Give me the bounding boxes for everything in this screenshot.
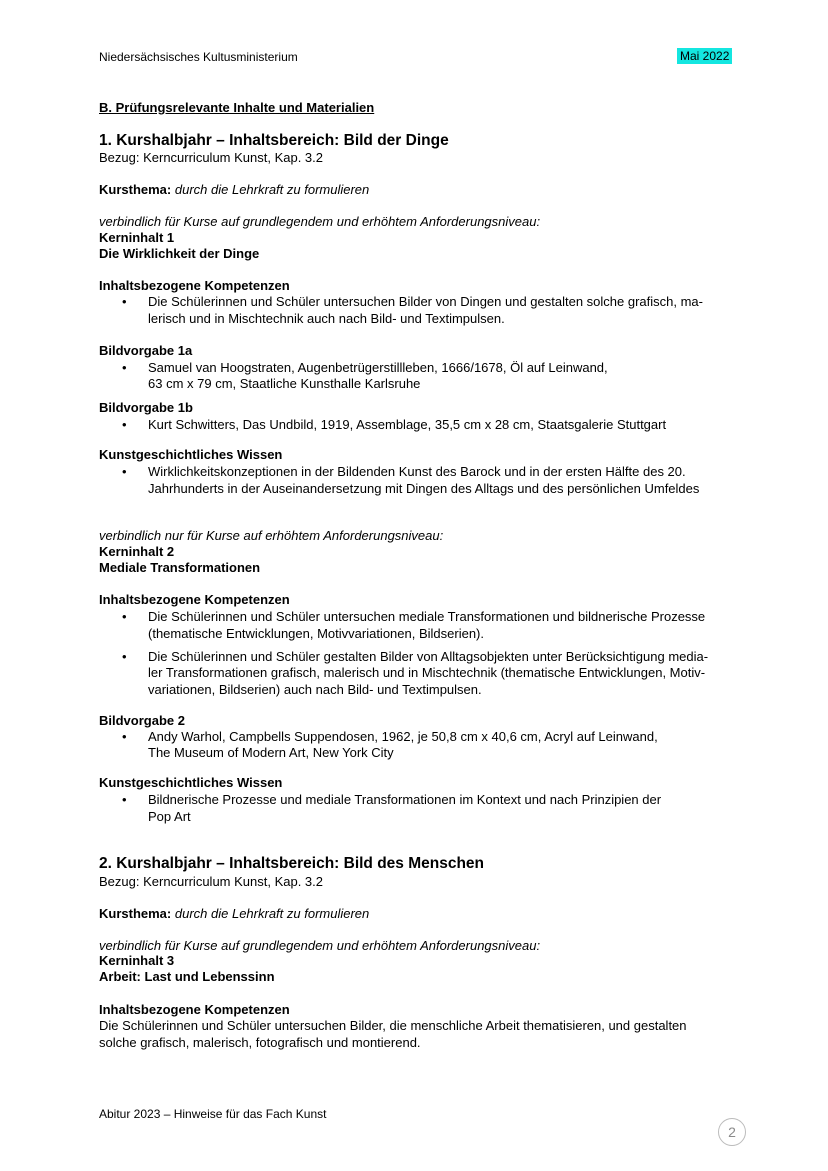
ki3-text-line: Die Schülerinnen und Schüler untersuchen Bilder, die menschliche Arbeit thematisieren, und gestalten xyxy=(99,1018,687,1033)
bullet: • xyxy=(122,792,127,807)
ki1-kompetenzen-heading: Inhaltsbezogene Kompetenzen xyxy=(99,278,290,293)
halbjahr1-bezug: Bezug: Kerncurriculum Kunst, Kap. 3.2 xyxy=(99,150,324,165)
ki1-wissen-line: Jahrhunderts in der Auseinandersetzung mit Dingen des Alltags und des persönlichen Umfeldes xyxy=(148,481,700,496)
kursthema-label: Kursthema: xyxy=(99,182,172,197)
ki3-label: Kerninhalt 3 xyxy=(99,953,175,968)
ki2-kompetenz-line: (thematische Entwicklungen, Motivvariationen, Bildserien). xyxy=(148,626,484,641)
ki2-level: verbindlich nur für Kurse auf erhöhtem Anforderungsniveau: xyxy=(99,528,444,543)
ki1-level: verbindlich für Kurse auf grundlegendem und erhöhtem Anforderungsniveau: xyxy=(99,214,541,229)
halbjahr1-kursthema xyxy=(99,182,369,197)
page-number-badge: 2 xyxy=(718,1118,746,1146)
ki3-text-line: solche grafisch, malerisch, fotografisch und montierend. xyxy=(99,1035,421,1050)
footer-text: Abitur 2023 – Hinweise für das Fach Kunst xyxy=(99,1107,327,1121)
section-title: B. Prüfungsrelevante Inhalte und Materialien xyxy=(99,100,375,115)
ki1-title: Die Wirklichkeit der Dinge xyxy=(99,246,260,261)
bv2-line: Andy Warhol, Campbells Suppendosen, 1962, je 50,8 cm x 40,6 cm, Acryl auf Leinwand, xyxy=(148,729,658,744)
ki2-label: Kerninhalt 2 xyxy=(99,544,175,559)
bullet: • xyxy=(122,294,127,309)
ki2-wissen-heading: Kunstgeschichtliches Wissen xyxy=(99,775,283,790)
halbjahr2-bezug: Bezug: Kerncurriculum Kunst, Kap. 3.2 xyxy=(99,874,324,889)
kursthema-text: durch die Lehrkraft zu formulieren xyxy=(174,906,370,921)
bullet: • xyxy=(122,360,127,375)
ki2-kompetenz-line: Die Schülerinnen und Schüler untersuchen mediale Transformationen und bildnerische Prozesse xyxy=(148,609,706,624)
bv1a-line: Samuel van Hoogstraten, Augenbetrügerstillleben, 1666/1678, Öl auf Leinwand, xyxy=(148,360,608,375)
ki3-kompetenzen-heading: Inhaltsbezogene Kompetenzen xyxy=(99,1002,290,1017)
ki1-wissen-line: Wirklichkeitskonzeptionen in der Bildenden Kunst des Barock und in der ersten Hälfte des 20. xyxy=(148,464,686,479)
ki1-label: Kerninhalt 1 xyxy=(99,230,175,245)
ki2-title: Mediale Transformationen xyxy=(99,560,261,575)
halbjahr2-kursthema xyxy=(99,906,369,921)
ki1-kompetenzen-line: Die Schülerinnen und Schüler untersuchen Bilder von Dingen und gestalten solche grafisch, ma- xyxy=(148,294,703,309)
ki2-kompetenz-line: variationen, Bildserien) auch nach Bild- und Textimpulsen. xyxy=(148,682,482,697)
bullet: • xyxy=(122,649,127,664)
ki3-level: verbindlich für Kurse auf grundlegendem und erhöhtem Anforderungsniveau: xyxy=(99,938,541,953)
bullet: • xyxy=(122,464,127,479)
bv1a-line: 63 cm x 79 cm, Staatliche Kunsthalle Karlsruhe xyxy=(148,376,421,391)
ki2-wissen-line: Pop Art xyxy=(148,809,191,824)
bullet: • xyxy=(122,609,127,624)
ki1-wissen-heading: Kunstgeschichtliches Wissen xyxy=(99,447,283,462)
bullet: • xyxy=(122,417,127,432)
kursthema-text: durch die Lehrkraft zu formulieren xyxy=(174,182,370,197)
ki2-kompetenz-line: ler Transformationen grafisch, malerisch und in Mischtechnik (thematische Entwicklungen, Motiv- xyxy=(148,665,706,680)
bullet: • xyxy=(122,729,127,744)
ki3-title: Arbeit: Last und Lebenssinn xyxy=(99,969,275,984)
ki2-kompetenzen-heading: Inhaltsbezogene Kompetenzen xyxy=(99,592,290,607)
kursthema-label: Kursthema: xyxy=(99,906,172,921)
bv1b-label: Bildvorgabe 1b xyxy=(99,400,193,415)
bv2-label: Bildvorgabe 2 xyxy=(99,713,185,728)
bv1b-line: Kurt Schwitters, Das Undbild, 1919, Assemblage, 35,5 cm x 28 cm, Staatsgalerie Stuttgart xyxy=(148,417,667,432)
ki2-kompetenz-line: Die Schülerinnen und Schüler gestalten Bilder von Alltagsobjekten unter Berücksichtigung media- xyxy=(148,649,709,664)
bv2-line: The Museum of Modern Art, New York City xyxy=(148,745,394,760)
bv1a-label: Bildvorgabe 1a xyxy=(99,343,193,358)
ki1-kompetenzen-line: lerisch und in Mischtechnik auch nach Bild- und Textimpulsen. xyxy=(148,311,505,326)
header-date: Mai 2022 xyxy=(677,48,732,64)
header-ministry: Niedersächsisches Kultusministerium xyxy=(99,50,298,64)
halbjahr1-title: 1. Kurshalbjahr – Inhaltsbereich: Bild der Dinge xyxy=(99,132,449,149)
halbjahr2-title: 2. Kurshalbjahr – Inhaltsbereich: Bild des Menschen xyxy=(99,855,485,872)
ki2-wissen-line: Bildnerische Prozesse und mediale Transformationen im Kontext und nach Prinzipien der xyxy=(148,792,662,807)
